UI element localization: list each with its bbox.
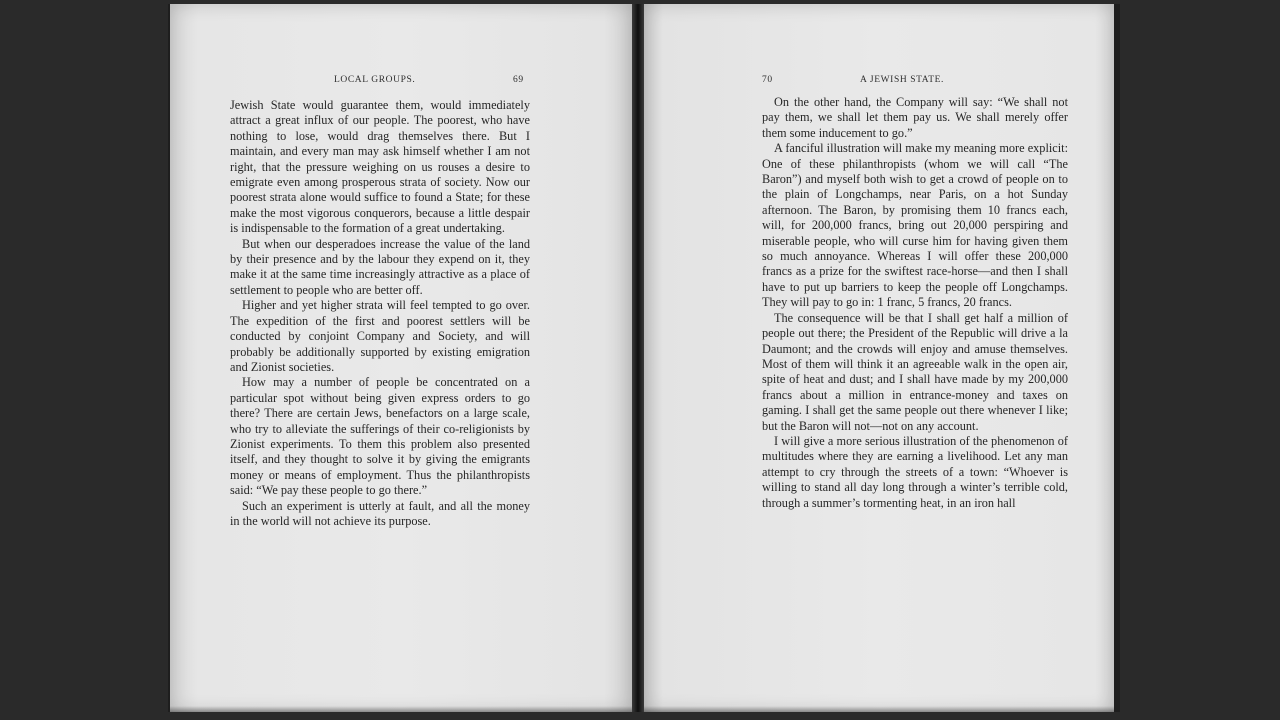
running-head: LOCAL GROUPS. [334, 75, 416, 85]
body-text [762, 95, 1068, 511]
paragraph: But when our desperadoes increase the value of the land by their presence and by the labour they expend on it, they make it at the same time increasingly attractive as a place of settlement to people who are better off. [230, 236, 530, 297]
paragraph: A fanciful illustration will make my meaning more explicit: One of these philanthropists (whom we will call “The Baron”) and myself both wish to get a crowd of people on to the plain of Longchamps, near Paris, on a hot Sunday afternoon. The Baron, by promising them 10 francs each, will, for 200,000 francs, bring out 20,000 perspiring and miserable people, who will curse him for having given them so much annoyance. Whereas I will offer these 200,000 francs as a prize for the swiftest race-horse—and then I shall have to put up barriers to keep the people off Longchamps. They will pay to go in: 1 franc, 5 francs, 20 francs. [762, 141, 1068, 310]
paragraph: Higher and yet higher strata will feel tempted to go over. The expedition of the first and poorest settlers will be conducted by conjoint Company and Society, and will probably be additionally supported by existing emigration and Zionist societies. [230, 298, 530, 374]
running-head: A JEWISH STATE. [860, 75, 944, 85]
paragraph: How may a number of people be concentrated on a particular spot without being given express orders to go there? There are certain Jews, benefactors on a large scale, who try to alleviate the sufferings of their co-religionists by Zionist experiments. To them this problem also presented itself, and they thought to solve it by giving the emigrants money or means of employment. Thus the philanthropists said: “We pay these people to go there.” [230, 375, 530, 498]
paragraph: On the other hand, the Company will say: “We shall not pay them, we shall let them pay us. We shall merely offer them some inducement to go.” [762, 95, 1068, 140]
page-number: 69 [513, 75, 524, 85]
page-bottom-edge [170, 706, 632, 712]
page-number: 70 [762, 75, 773, 85]
paragraph: Jewish State would guarantee them, would immediately attract a great influx of our people. The poorest, who have nothing to lose, would drag themselves there. But I maintain, and every man may ask himself whether I am not right, that the pressure weighing on us rouses a desire to emigrate even among prosperous strata of society. Now our poorest strata alone would suffice to found a State; for these make the most vigorous conquerors, because a little despair is indispensable to the formation of a great undertaking. [230, 98, 530, 236]
paragraph: The consequence will be that I shall get half a million of people out there; the President of the Republic will drive a la Daumont; and the crowds will enjoy and amuse themselves. Most of them will think it an agreeable walk in the open air, spite of heat and dust; and I shall have made by my 200,000 francs about a million in entrance-money and taxes on gaming. I shall get the same people out there whenever I like; but the Baron will not—not on any account. [762, 310, 1068, 433]
book-gutter [632, 4, 644, 712]
right-page [644, 4, 1114, 712]
scanned-book-spread [168, 4, 1120, 712]
page-bottom-edge [644, 706, 1114, 712]
body-text [230, 98, 530, 529]
paragraph: I will give a more serious illustration of the phenomenon of multitudes where they are earning a livelihood. Let any man attempt to cry through the streets of a town: “Whoever is willing to stand all day long through a winter’s terrible cold, through a summer’s tormenting heat, in an iron hall [762, 433, 1068, 510]
paragraph: Such an experiment is utterly at fault, and all the money in the world will not achieve its purpose. [230, 498, 530, 528]
left-page [170, 4, 632, 712]
